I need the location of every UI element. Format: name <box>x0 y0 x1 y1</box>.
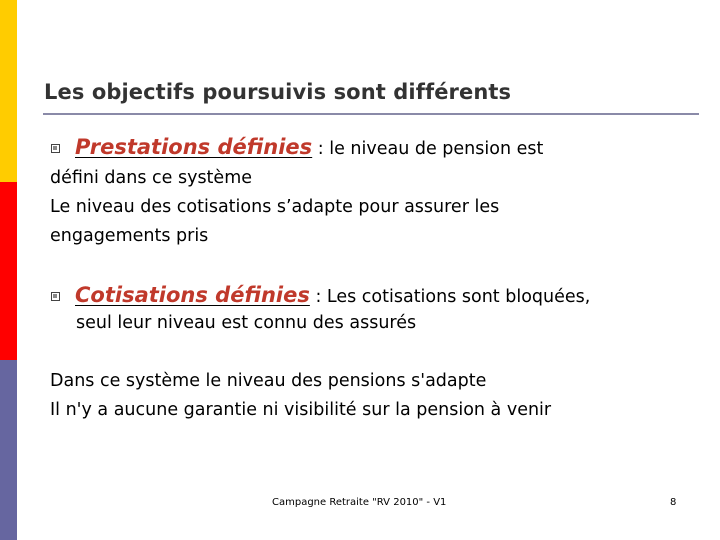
side-bar-slate <box>0 360 17 540</box>
paragraph-line2: Il n'y a aucune garantie ni visibilité sur la pension à venir <box>50 400 552 420</box>
slide-title: Les objectifs poursuivis sont différents <box>44 80 512 104</box>
section1-line4: engagements pris <box>50 226 209 246</box>
section2-line2: seul leur niveau est connu des assurés <box>76 313 417 333</box>
section1-heading: Prestations définies : le niveau de pension est <box>75 135 544 159</box>
side-bar-red <box>0 182 17 360</box>
page-number: 8 <box>670 497 677 508</box>
section1-line3: Le niveau des cotisations s’adapte pour assurer les <box>50 197 500 217</box>
term-prestations: Prestations définies <box>75 135 313 159</box>
section2-desc: Les cotisations sont bloquées, <box>326 287 591 307</box>
section1-desc: le niveau de pension est <box>329 139 544 159</box>
bullet-square-icon <box>51 292 60 301</box>
term-cotisations: Cotisations définies <box>75 283 310 307</box>
footer-text: Campagne Retraite "RV 2010" - V1 <box>272 497 447 508</box>
side-bar-yellow <box>0 0 17 182</box>
bullet-square-icon <box>51 144 60 153</box>
paragraph-line1: Dans ce système le niveau des pensions s'adapte <box>50 371 487 391</box>
title-divider <box>43 113 699 115</box>
section1-line2: défini dans ce système <box>50 168 253 188</box>
section2-heading: Cotisations définies : Les cotisations sont bloquées, <box>75 283 591 307</box>
